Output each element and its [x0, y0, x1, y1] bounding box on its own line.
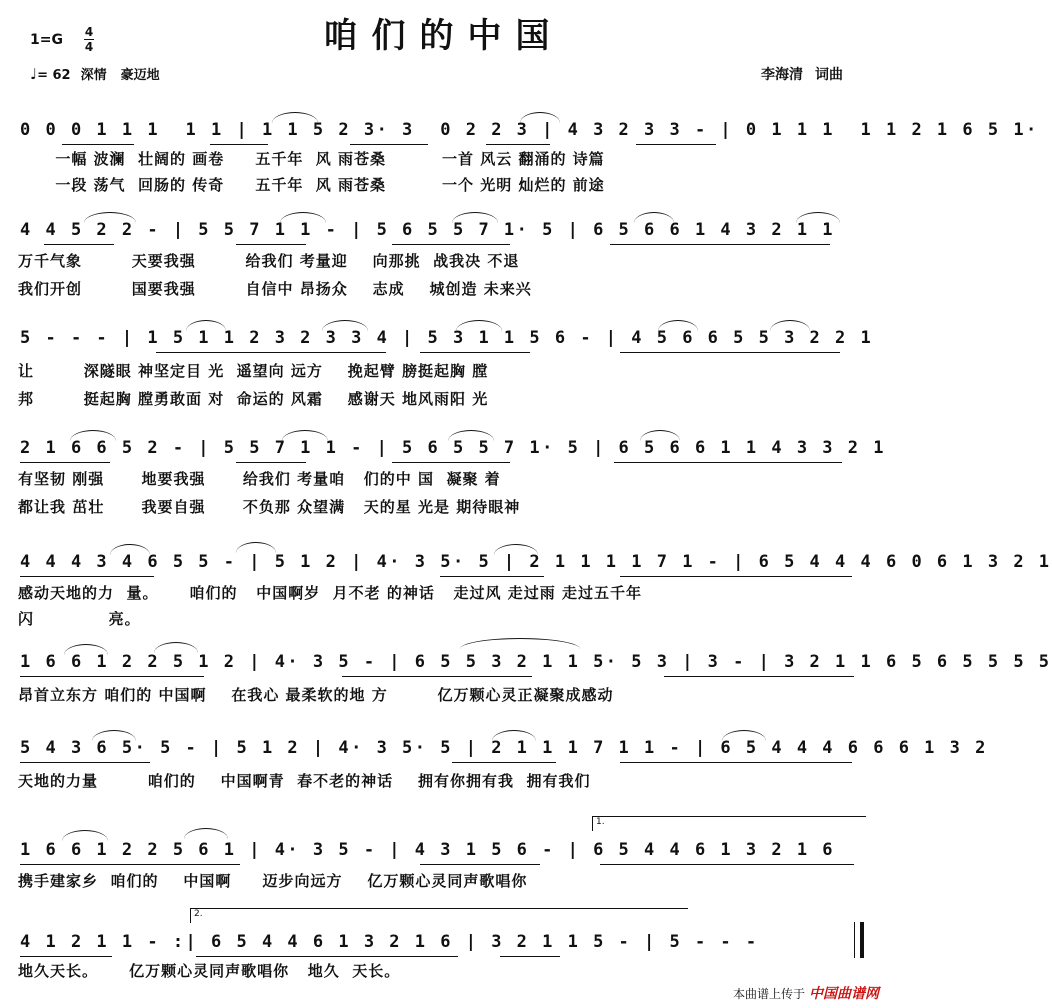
beam-underline [620, 762, 852, 763]
tie-arc [452, 212, 498, 223]
notation-line: 4 1 2 1 1 - :| 6 5 4 4 6 1 3 2 1 6 | 3 2 1 1 5 - | 5 - - - [20, 932, 759, 952]
tempo-value: = 62 [37, 68, 71, 83]
beam-underline [20, 762, 150, 763]
beam-underline [664, 676, 854, 677]
triplet-bracket [154, 642, 198, 653]
tie-arc [186, 320, 226, 331]
mood-marking: 深情 [80, 68, 107, 83]
lyric-verse-1: 一幅 波澜 壮阔的 画卷 五千年 风 雨苍桑 一首 风云 翻涌的 诗篇 [18, 150, 605, 168]
lyric-verse-2: 邦 挺起胸 膛勇敢面 对 命运的 风霜 感谢天 地风雨阳 光 [18, 390, 489, 408]
beam-underline [600, 864, 854, 865]
beam-underline [44, 244, 114, 245]
lyric-verse-1: 万千气象 天要我强 给我们 考量迎 向那挑 战我决 不退 [18, 252, 520, 270]
quarter-note-icon: ♩ [30, 65, 38, 83]
beam-underline [620, 576, 852, 577]
tie-arc [448, 430, 494, 441]
style-marking: 豪迈地 [120, 68, 160, 83]
tie-arc [64, 644, 108, 655]
lyric-verse-2: 我们开创 国要我强 自信中 昂扬众 志成 城创造 未来兴 [18, 280, 532, 298]
tie-arc [658, 320, 698, 331]
time-signature [84, 26, 94, 53]
footer-text: 本曲谱上传于 [732, 987, 805, 1001]
tie-arc [640, 430, 680, 441]
composer-credit [761, 64, 843, 84]
triplet-bracket [184, 828, 228, 839]
notation-line: 4 4 4 3 4 6 5 5 - | 5 1 2 | 4· 3 5· 5 | 2 1 1 1 1 7 1 - | 6 5 4 4 4 6 0 6 1 3 2 1 [20, 552, 1052, 572]
notation-line: 2 1 6 6 5 2 - | 5 5 7 1 1 - | 5 6 5 5 7 1· 5 | 6 5 6 6 1 1 4 3 3 2 1 [20, 438, 886, 458]
tie-arc [70, 430, 116, 441]
beam-underline [20, 576, 154, 577]
lyric-verse-1: 地久天长。 亿万颗心灵同声歌唱你 地久 天长。 [18, 962, 401, 980]
lyric-verse-1: 携手建家乡 咱们的 中国啊 迈步向远方 亿万颗心灵同声歌唱你 [18, 872, 528, 890]
beam-underline [614, 462, 842, 463]
time-signature-top: 4 [84, 25, 94, 39]
tie-arc [456, 320, 502, 331]
beam-underline [196, 956, 458, 957]
tie-arc [634, 212, 674, 223]
beam-underline [486, 144, 550, 145]
beam-underline [210, 144, 268, 145]
beam-underline [420, 352, 530, 353]
notation-line: 0 0 0 1 1 1 1 1 | 1 1 5 2 3· 3 0 2 2 3 | 4 3 2 3 3 - | 0 1 1 1 1 1 2 1 6 5 1· [20, 120, 1039, 140]
key-signature: 1=G [30, 32, 63, 48]
beam-underline [420, 864, 540, 865]
tie-arc [92, 730, 136, 741]
volta-second-ending: 2. [190, 908, 688, 923]
lyric-verse-1: 有坚韧 刚强 地要我强 给我们 考量咱 们的中 国 凝聚 着 [18, 470, 501, 488]
lyric-verse-1: 天地的力量 咱们的 中国啊青 春不老的神话 拥有你拥有我 拥有我们 [18, 772, 591, 790]
beam-underline [236, 462, 306, 463]
beam-underline [20, 864, 240, 865]
notation-line: 4 4 5 2 2 - | 5 5 7 1 1 - | 5 6 5 5 7 1· 5 | 6 5 6 6 1 4 3 2 1 1 [20, 220, 836, 240]
beam-underline [342, 676, 532, 677]
beam-underline [610, 244, 830, 245]
tie-arc [492, 730, 536, 741]
beam-underline [156, 352, 386, 353]
volta-first-ending: 1. [592, 816, 866, 831]
beam-underline [20, 676, 204, 677]
tie-arc [280, 212, 326, 223]
notation-line: 1 6 6 1 2 2 5 1 2 | 4· 3 5 - | 6 5 5 3 2 1 1 5· 5 3 | 3 - | 3 2 1 1 6 5 6 5 5 5 5 [20, 652, 1052, 672]
lyric-verse-1: 让 深隧眼 神坚定目 光 遥望向 远方 挽起臂 膀挺起胸 膛 [18, 362, 489, 380]
beam-underline [620, 352, 840, 353]
triplet-bracket [236, 542, 276, 553]
tie-arc [770, 320, 810, 331]
tie-arc [796, 212, 840, 223]
tie-arc [520, 112, 560, 123]
tie-arc [722, 730, 766, 741]
beam-underline [500, 956, 560, 957]
beam-underline [20, 956, 112, 957]
lyric-verse-1: 感动天地的力 量。 咱们的 中国啊岁 月不老 的神话 走过风 走过雨 走过五千年 [18, 584, 643, 602]
beam-underline [636, 144, 716, 145]
composer-name: 李海清 [761, 67, 803, 83]
beam-underline [20, 462, 110, 463]
notation-line: 5 - - - | 1 5 1 1 2 3 2 3 3 4 | 5 3 1 1 5 6 - | 4 5 6 6 5 5 3 2 2 1 [20, 328, 874, 348]
beam-underline [452, 762, 556, 763]
beam-underline [440, 576, 544, 577]
beam-underline [62, 144, 134, 145]
tie-arc [84, 212, 136, 223]
lyric-verse-2: 闪 亮。 [18, 610, 141, 628]
tie-arc [62, 830, 108, 841]
lyric-verse-1: 昂首立东方 咱们的 中国啊 在我心 最柔软的地 方 亿万颗心灵正凝聚成感动 [18, 686, 614, 704]
composer-role: 词曲 [815, 67, 843, 83]
tie-arc [282, 430, 328, 441]
footer-credit [733, 983, 879, 1003]
beam-underline [392, 244, 510, 245]
tie-arc [322, 320, 368, 331]
tie-arc [494, 544, 538, 555]
time-signature-bottom: 4 [84, 40, 94, 54]
beam-underline [392, 462, 510, 463]
final-barline [854, 922, 864, 958]
beam-underline [236, 244, 306, 245]
lyric-verse-2: 都让我 茁壮 我要自强 不负那 众望满 天的星 光是 期待眼神 [18, 498, 521, 516]
lyric-verse-2: 一段 荡气 回肠的 传奇 五千年 风 雨苍桑 一个 光明 灿烂的 前途 [18, 176, 605, 194]
tie-arc [460, 638, 580, 649]
tie-arc [110, 544, 150, 555]
site-logo[interactable]: 中国曲谱网 [809, 986, 879, 1002]
tie-arc [272, 112, 318, 123]
notation-line: 5 4 3 6 5· 5 - | 5 1 2 | 4· 3 5· 5 | 2 1 1 1 7 1 1 - | 6 5 4 4 4 6 6 6 1 3 2 [20, 738, 988, 758]
beam-underline [350, 144, 428, 145]
song-title: 咱们的中国 [323, 16, 564, 56]
notation-line: 1 6 6 1 2 2 5 6 1 | 4· 3 5 - | 4 3 1 5 6 - | 6 5 4 4 6 1 3 2 1 6 [20, 840, 836, 860]
tempo-marking [30, 64, 160, 83]
